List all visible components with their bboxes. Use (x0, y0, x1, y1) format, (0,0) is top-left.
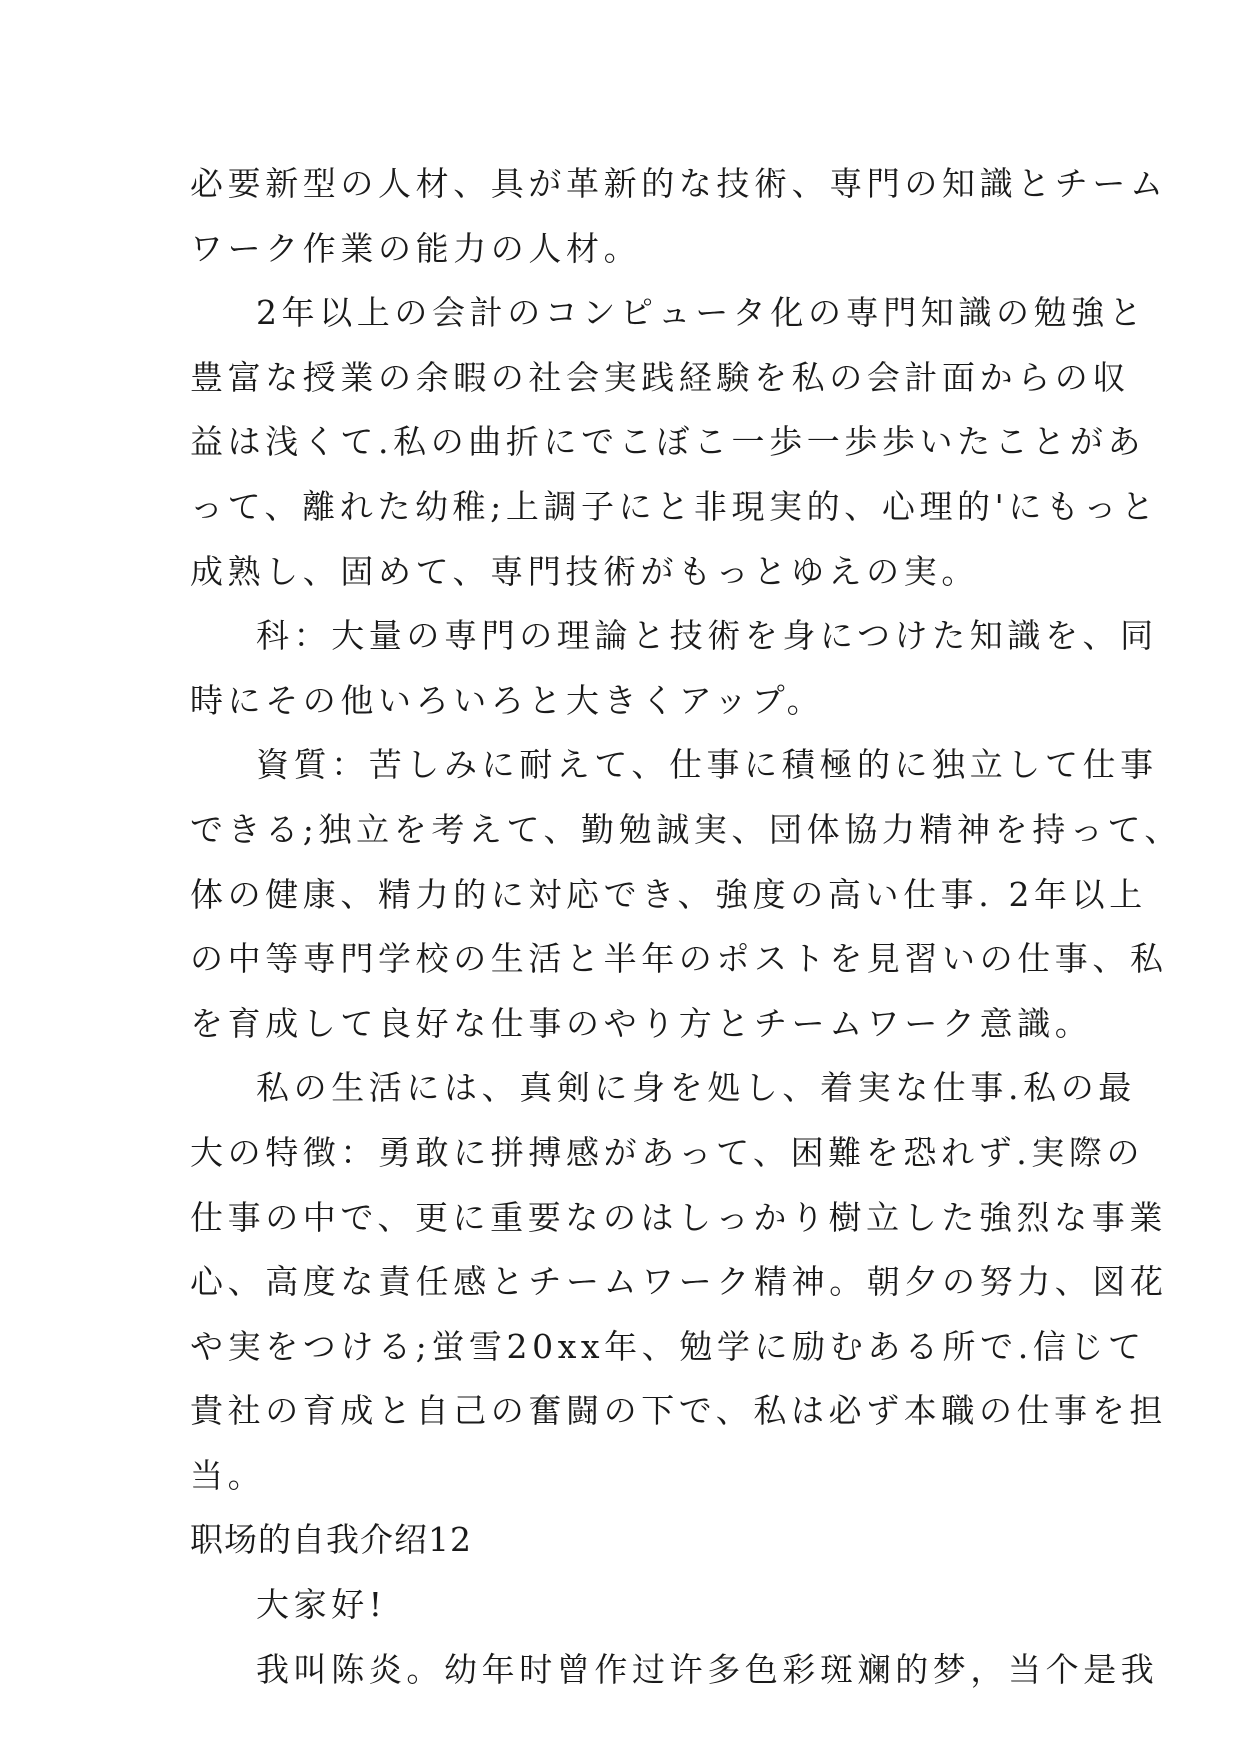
section-heading: 职场的自我介绍12 (190, 1520, 472, 1560)
text-line: ワーク作業の能力の人材。 (190, 228, 642, 268)
paragraph-first-line: 私の生活には、真剣に身を処し、着実な仕事.私の最 (256, 1068, 1136, 1108)
text-line: 貴社の育成と自己の奮闘の下で、私は必ず本職の仕事を担 (190, 1391, 1167, 1431)
document-body (190, 152, 1182, 1702)
paragraph-first-line: 2年以上の会計のコンピュータ化の専門知識の勉強と (256, 293, 1147, 333)
text-line: や実をつける;蛍雪20xx年、勉学に励むある所で.信じて (190, 1326, 1146, 1366)
text-line: 益は浅くて.私の曲折にでこぼこ一歩一歩歩いたことがあ (190, 422, 1146, 462)
text-line: 仕事の中で、更に重要なのはしっかり樹立した強烈な事業 (190, 1197, 1167, 1237)
paragraph-first-line: 科：大量の専門の理論と技術を身につけた知識を、同 (256, 616, 1158, 656)
text-line: って、離れた幼稚;上調子にと非現実的、心理的'にもっと (190, 486, 1159, 526)
text-line: 大の特徴：勇敢に拼搏感があって、困難を恐れず.実際の (190, 1132, 1145, 1172)
paragraph-first-line: 資質：苦しみに耐えて、仕事に積極的に独立して仕事 (256, 745, 1158, 785)
text-line: 当。 (190, 1455, 266, 1495)
text-line: 必要新型の人材、具が革新的な技術、専門の知識とチーム (190, 164, 1168, 203)
text-line: を育成して良好な仕事のやり方とチームワーク意識。 (190, 1003, 1093, 1043)
text-line: できる;独立を考えて、勤勉誠実、団体協力精神を持って、 (190, 809, 1182, 849)
text-line: 時にその他いろいろと大きくアップ。 (190, 680, 825, 720)
text-line: 成熟し、固めて、専門技術がもっとゆえの実。 (190, 551, 979, 591)
greeting-line: 大家好! (256, 1585, 387, 1625)
text-line: の中等専門学校の生活と半年のポストを見習いの仕事、私 (190, 939, 1168, 979)
paragraph-first-line: 我叫陈炎。幼年时曾作过许多色彩斑斓的梦，当个是我 (256, 1649, 1159, 1689)
text-line: 心、高度な責任感とチームワーク精神。朝夕の努力、図花 (190, 1262, 1168, 1302)
text-line: 体の健康、精力的に対応でき、強度の高い仕事. 2年以上 (190, 874, 1147, 914)
text-line: 豊富な授業の余暇の社会実践経験を私の会計面からの収 (190, 357, 1130, 397)
